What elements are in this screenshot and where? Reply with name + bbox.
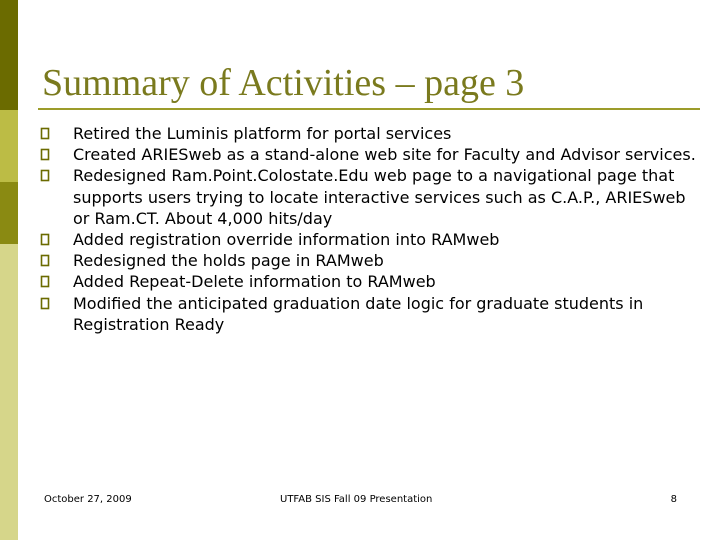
- bullet-text: Redesigned Ram.Point.Colostate.Edu web page to a navigational page that supports users trying to locate interactive services such as C.A.P., ARIESweb or Ram.CT. About 4,000 hits/day: [73, 166, 686, 228]
- hollow-square-bullet-icon: [40, 297, 51, 310]
- bullet-item: [40, 144, 700, 165]
- accent-bar-segment: [0, 0, 18, 110]
- bullet-text: Added registration override information into RAMweb: [73, 230, 500, 250]
- bullet-item: [40, 250, 700, 271]
- bullet-text: Created ARIESweb as a stand-alone web site for Faculty and Advisor services.: [73, 145, 696, 165]
- accent-bar-segment: [0, 110, 18, 182]
- hollow-square-bullet-icon: [40, 233, 51, 246]
- accent-bar-segment: [0, 244, 18, 540]
- hollow-square-bullet-icon: [40, 127, 51, 140]
- hollow-square-bullet-icon: [40, 148, 51, 161]
- bullet-item: [40, 165, 700, 229]
- bullet-text: Added Repeat-Delete information to RAMweb: [73, 272, 436, 292]
- bullet-list: [40, 123, 700, 335]
- footer-date: October 27, 2009: [44, 494, 132, 505]
- bullet-item: [40, 271, 700, 292]
- accent-bar-segment: [0, 182, 18, 244]
- bullet-text: Retired the Luminis platform for portal services: [73, 124, 452, 143]
- hollow-square-bullet-icon: [40, 275, 51, 288]
- left-accent-bar: [0, 0, 18, 540]
- bullet-item: [40, 293, 700, 335]
- bullet-text: Redesigned the holds page in RAMweb: [73, 251, 384, 271]
- bullet-item: [40, 229, 700, 250]
- bullet-item: [40, 123, 700, 144]
- title-underline-rule: [38, 108, 700, 110]
- hollow-square-bullet-icon: [40, 254, 51, 267]
- footer-presentation-title: UTFAB SIS Fall 09 Presentation: [280, 494, 433, 505]
- hollow-square-bullet-icon: [40, 169, 51, 182]
- slide-number: 8: [670, 494, 677, 505]
- slide-title: Summary of Activities – page 3: [42, 62, 525, 104]
- bullet-text: Modified the anticipated graduation date logic for graduate students in Registration Ready: [73, 293, 644, 334]
